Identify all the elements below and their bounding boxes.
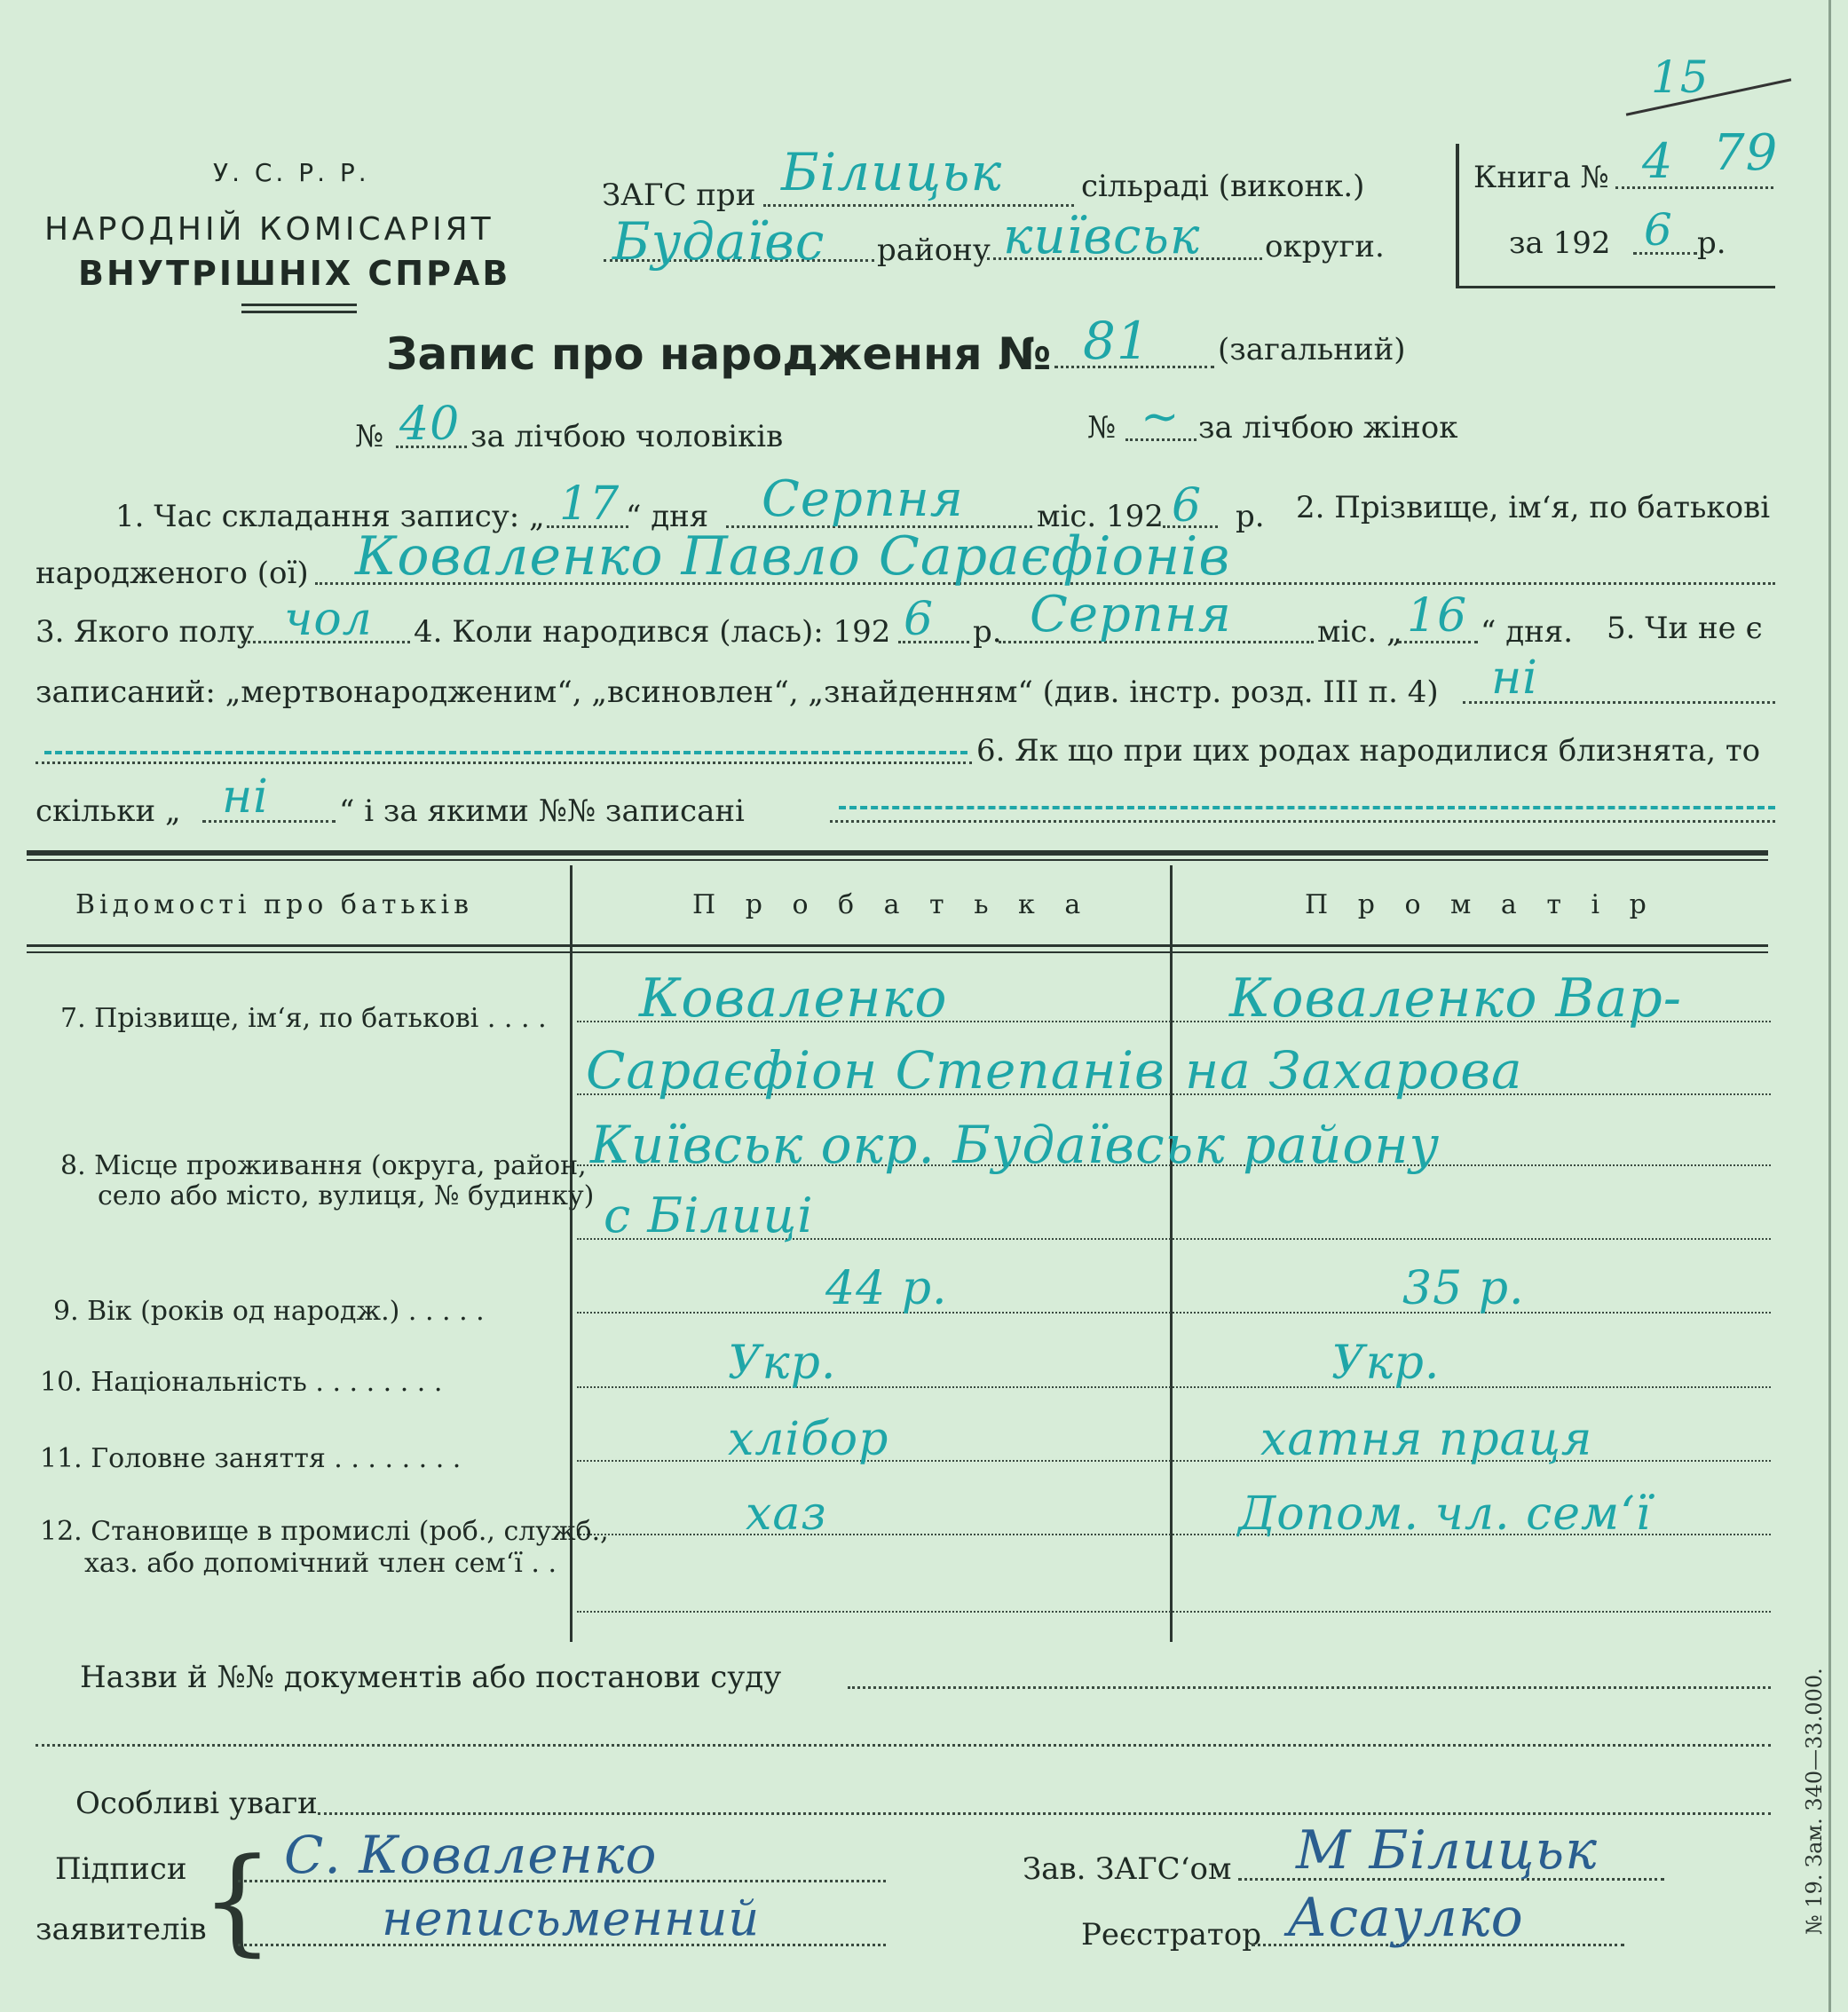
notes-label: Особливі уваги xyxy=(75,1786,318,1821)
book-line xyxy=(1615,186,1773,189)
signatures-label: Підписи xyxy=(55,1851,187,1887)
mother-occupation: хатня праця xyxy=(1260,1413,1593,1466)
head-label: Зав. ЗАГС‘ом xyxy=(1023,1851,1232,1887)
father-occupation: хлібор xyxy=(728,1413,889,1466)
raion-value: Будаївс xyxy=(612,211,825,272)
field2-label-cont: народженого (ої) xyxy=(36,556,309,591)
applicant-signature-2: неписьменний xyxy=(382,1890,761,1946)
col-header-mother: П р о м а т і р xyxy=(1305,889,1657,920)
row7-label: 7. Прізвище, ім‘я, по батькові . . . . xyxy=(60,1003,547,1034)
field4-day: 16 xyxy=(1407,589,1468,643)
field3-label: 3. Якого полу xyxy=(36,614,255,650)
father-age: 44 р. xyxy=(825,1262,948,1315)
org-line1: У. С. Р. Р. xyxy=(213,158,370,187)
col-header-info: Відомості про батьків xyxy=(75,889,474,920)
table-header-rule-2 xyxy=(27,951,1768,953)
year-suffix: р. xyxy=(1697,225,1726,261)
field6-numbers-line xyxy=(830,820,1775,823)
book-value: 4 xyxy=(1642,133,1674,189)
field6-label-cont: скільки „ xyxy=(36,793,181,829)
side-print-order: № 19. Зам. 340—33.000. xyxy=(1802,1668,1827,1935)
field4-month: Серпня xyxy=(1030,586,1232,643)
table-row-line xyxy=(577,1611,1771,1613)
archive-number-top: 15 xyxy=(1651,51,1710,103)
women-count: ~ xyxy=(1141,391,1181,444)
row8-label: 8. Місце проживання (округа, район, xyxy=(60,1150,587,1181)
field5-value: ні xyxy=(1491,651,1538,705)
field4-month-suffix: міс. „ xyxy=(1317,614,1402,650)
mother-status: Допом. чл. сем‘ї xyxy=(1238,1487,1652,1541)
field1-year-suffix: р. xyxy=(1236,499,1265,534)
field4-day-suffix: “ дня. xyxy=(1481,614,1574,650)
book-label: Книга № xyxy=(1473,160,1609,195)
mother-nationality: Укр. xyxy=(1331,1337,1441,1390)
women-label: за лічбою жінок xyxy=(1198,410,1458,446)
org-divider-1 xyxy=(241,304,357,306)
org-divider-2 xyxy=(241,311,357,313)
book-box-left xyxy=(1456,144,1459,286)
registrar-signature: Асаулко xyxy=(1287,1887,1524,1949)
year-label: за 192 xyxy=(1509,225,1611,261)
field6-label: 6. Як що при цих родах народилися близнята, то xyxy=(976,733,1761,769)
father-status: хаз xyxy=(746,1487,827,1541)
head-signature: М Білицьк xyxy=(1296,1819,1598,1882)
field3-value: чол xyxy=(284,593,373,646)
mother-name-line1: Коваленко Вар- xyxy=(1229,967,1683,1030)
father-nationality: Укр. xyxy=(728,1337,837,1390)
raion-label: району xyxy=(877,233,991,268)
field1-year: 6 xyxy=(1172,479,1203,533)
mother-age: 35 р. xyxy=(1402,1262,1525,1315)
record-number: 81 xyxy=(1083,311,1150,371)
row8-label2: село або місто, вулиця, № будинку) xyxy=(98,1180,595,1211)
row11-label: 11. Головне заняття . . . . . . . . xyxy=(40,1443,462,1474)
table-header-rule xyxy=(27,944,1768,947)
field2-value: Коваленко Павло Сараєфіонів xyxy=(355,525,1231,588)
field1-month: Серпня xyxy=(762,470,964,528)
applicant-signature-1: С. Коваленко xyxy=(284,1825,658,1885)
page-edge xyxy=(1828,0,1831,2012)
field4-year: 6 xyxy=(904,593,935,646)
men-count: 40 xyxy=(399,398,461,451)
okrug-label: округи. xyxy=(1265,229,1385,264)
table-top-rule xyxy=(27,850,1768,856)
zags-label: ЗАГС при xyxy=(602,178,756,213)
docs-line xyxy=(848,1686,1771,1689)
signatures-brace: { xyxy=(201,1833,274,1968)
docs-label: Назви й №№ документів або постанови суду xyxy=(80,1660,782,1695)
org-line3: ВНУТРІШНІХ СПРАВ xyxy=(78,254,511,293)
okrug-value: київськ xyxy=(1003,208,1201,265)
row10-label: 10. Національність . . . . . . . . xyxy=(40,1367,443,1398)
table-row-line xyxy=(577,1312,1771,1314)
residence-line2: с Білиці xyxy=(604,1187,814,1243)
row12-label2: хаз. або допомічний член сем‘ї . . xyxy=(84,1548,557,1579)
table-col-divider-2 xyxy=(1170,865,1173,1642)
field4-r: р. xyxy=(973,614,1002,650)
field1-month-suffix: міс. 192 xyxy=(1037,499,1164,534)
women-prefix: № xyxy=(1087,410,1117,446)
field6-dash xyxy=(839,806,1775,809)
zags-line xyxy=(763,204,1074,207)
field4-label: 4. Коли народився (лась): 192 xyxy=(414,614,891,650)
residence-line1: Київськ окр. Будаївськ району xyxy=(590,1115,1441,1175)
silradi-label: сільраді (виконк.) xyxy=(1081,169,1365,204)
field6-label-end: “ і за якими №№ записані xyxy=(339,793,745,829)
field1-label: 1. Час складання запису: „ xyxy=(115,499,545,534)
row9-label: 9. Вік (років од народж.) . . . . . xyxy=(53,1296,485,1327)
table-top-rule-2 xyxy=(27,859,1768,861)
field5-dash xyxy=(44,751,967,754)
field1-day-suffix: “ дня xyxy=(626,499,709,534)
field5-label: 5. Чи не є xyxy=(1607,611,1763,646)
zags-value: Білицьк xyxy=(781,142,1003,202)
field2-label: 2. Прізвище, ім‘я, по батькові xyxy=(1296,490,1771,525)
row12-label: 12. Становище в промислі (роб., служб., xyxy=(40,1516,609,1547)
applicants-label: заявителів xyxy=(36,1912,207,1947)
mother-name-line2: на Захарова xyxy=(1185,1040,1523,1101)
father-name-line2: Сараєфіон Степанів xyxy=(586,1040,1165,1101)
field6-value: ні xyxy=(222,770,269,824)
field5-line2 xyxy=(36,761,972,764)
field5-label-cont: записаний: „мертвонародженим“, „всиновлен“, „знайденням“ (див. інстр. розд. III п. 4) xyxy=(36,675,1439,710)
book-box-bottom xyxy=(1456,286,1775,288)
field1-day: 17 xyxy=(559,477,620,531)
men-prefix: № xyxy=(355,419,384,454)
year-value: 6 xyxy=(1644,204,1673,256)
col-header-father: П р о б а т ь к а xyxy=(692,889,1092,920)
record-title: Запис про народження № xyxy=(386,328,1052,380)
org-line2: НАРОДНІЙ КОМІСАРІЯТ xyxy=(44,211,494,248)
general-label: (загальний) xyxy=(1218,332,1406,367)
father-name-line1: Коваленко xyxy=(639,967,948,1030)
footer-separator xyxy=(36,1744,1771,1747)
archive-number-bottom: 79 xyxy=(1713,124,1779,182)
registrar-label: Реєстратор xyxy=(1081,1917,1261,1953)
notes-line xyxy=(318,1812,1771,1815)
men-label: за лічбою чоловіків xyxy=(470,419,784,454)
